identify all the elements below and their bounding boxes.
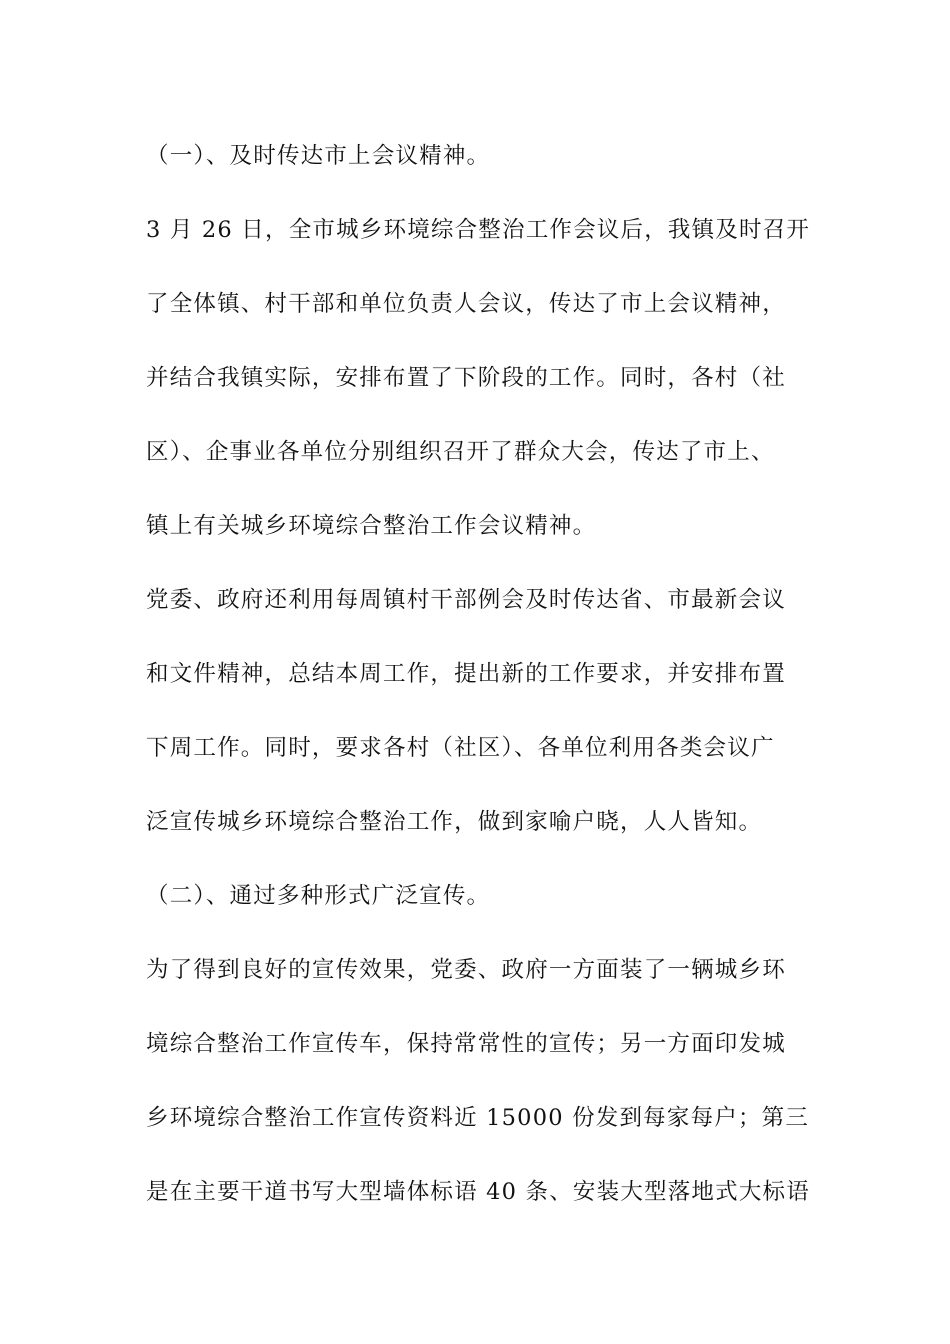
section-2-heading-block	[146, 873, 816, 919]
paragraph-line: 是在主要干道书写大型墙体标语 40 条、安装大型落地式大标语	[146, 1179, 810, 1205]
paragraph-line: 和文件精神，总结本周工作，提出新的工作要求，并安排布置	[146, 661, 786, 687]
paragraph-line: 下周工作。同时，要求各村（社区）、各单位利用各类会议广	[146, 735, 775, 761]
paragraph-line: 乡环境综合整治工作宣传资料近 15000 份发到每家每户；第三	[146, 1105, 810, 1131]
section-1-heading-block	[146, 133, 816, 179]
section-2-paragraph-1	[146, 947, 816, 1215]
section-heading: （一）、及时传达市上会议精神。	[146, 143, 491, 169]
paragraph-line: 党委、政府还利用每周镇村干部例会及时传达省、市最新会议	[146, 587, 786, 613]
paragraph-line: 泛宣传城乡环境综合整治工作，做到家喻户晓，人人皆知。	[146, 809, 763, 835]
paragraph-line: 镇上有关城乡环境综合整治工作会议精神。	[146, 513, 597, 539]
section-heading: （二）、通过多种形式广泛宣传。	[146, 883, 491, 909]
paragraph-line: 为了得到良好的宣传效果，党委、政府一方面装了一辆城乡环	[146, 957, 786, 983]
section-1-paragraph-1	[146, 207, 816, 549]
paragraph-line: 了全体镇、村干部和单位负责人会议，传达了市上会议精神，	[146, 291, 786, 317]
document-body	[146, 133, 816, 1243]
paragraph-line: 3 月 26 日，全市城乡环境综合整治工作会议后，我镇及时召开	[146, 217, 811, 243]
paragraph-line: 并结合我镇实际，安排布置了下阶段的工作。同时，各村（社	[146, 365, 786, 391]
section-1-paragraph-2	[146, 577, 816, 845]
paragraph-line: 境综合整治工作宣传车，保持常常性的宣传；另一方面印发城	[146, 1031, 786, 1057]
paragraph-line: 区）、企事业各单位分别组织召开了群众大会，传达了市上、	[146, 439, 775, 465]
